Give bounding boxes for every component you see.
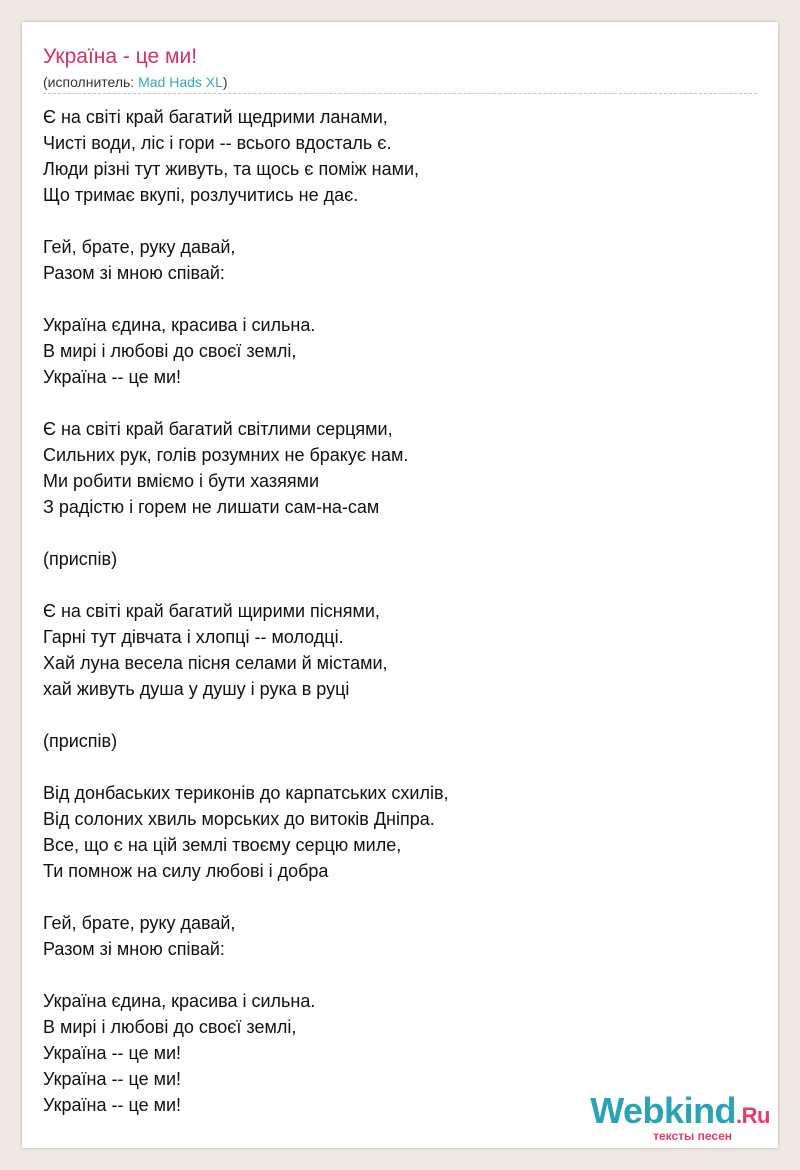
lyrics-card bbox=[22, 22, 778, 1148]
lyric-line: Ми робити вміємо і бути хазяями bbox=[43, 471, 320, 491]
lyric-line: Україна -- це ми! bbox=[43, 1069, 182, 1089]
lyric-line: Разом зі мною співай: bbox=[43, 939, 225, 959]
lyric-line: хай живуть душа у душу і рука в руці bbox=[43, 679, 350, 699]
stanza-gap bbox=[43, 286, 743, 312]
lyric-line: Все, що є на цій землі твоєму серцю миле, bbox=[43, 835, 402, 855]
lyric-line: Від солоних хвиль морських до витоків Дніпра. bbox=[43, 809, 435, 829]
lyric-line: Люди різні тут живуть, та щось є поміж нами, bbox=[43, 159, 420, 179]
logo-tagline: тексты песен bbox=[653, 1129, 732, 1143]
lyric-line: Ти помнож на силу любові і добра bbox=[43, 861, 329, 881]
song-title: Україна - це ми! bbox=[43, 45, 198, 68]
stanza-gap bbox=[43, 390, 743, 416]
lyric-line: Гей, брате, руку давай, bbox=[43, 237, 236, 257]
lyric-line: (приспів) bbox=[43, 549, 118, 569]
stanza-gap bbox=[43, 572, 743, 598]
logo-main-text: Webkind bbox=[590, 1090, 737, 1131]
stanza-gap bbox=[43, 754, 743, 780]
lyric-line: (приспів) bbox=[43, 731, 118, 751]
stanza-gap bbox=[43, 962, 743, 988]
artist-line bbox=[43, 73, 228, 91]
lyric-line: В мирі і любові до своєї землі, bbox=[43, 341, 297, 361]
lyric-line: Україна єдина, красива і сильна. bbox=[43, 315, 316, 335]
lyric-line: З радістю і горем не лишати сам-на-сам bbox=[43, 497, 380, 517]
lyric-line: Хай луна весела пісня селами й містами, bbox=[43, 653, 388, 673]
lyric-line: Є на світі край багатий щирими піснями, bbox=[43, 601, 380, 621]
lyric-line: Україна -- це ми! bbox=[43, 1095, 182, 1115]
stanza-gap bbox=[43, 520, 743, 546]
lyric-line: Є на світі край багатий світлими серцями, bbox=[43, 419, 393, 439]
artist-link[interactable]: Mad Hads XL bbox=[138, 74, 223, 90]
site-logo[interactable] bbox=[590, 1090, 770, 1143]
title-divider bbox=[43, 93, 757, 94]
logo-tld: .Ru bbox=[736, 1103, 770, 1128]
artist-prefix: (исполнитель: bbox=[43, 74, 139, 90]
lyric-line: Гей, брате, руку давай, bbox=[43, 913, 236, 933]
stanza-gap bbox=[43, 884, 743, 910]
logo-wordmark bbox=[590, 1090, 770, 1134]
stanza-gap bbox=[43, 702, 743, 728]
lyric-line: Що тримає вкупі, розлучитись не дає. bbox=[43, 185, 359, 205]
lyric-line: Україна єдина, красива і сильна. bbox=[43, 991, 316, 1011]
lyric-line: Чисті води, ліс і гори -- всього вдосталь є. bbox=[43, 133, 392, 153]
lyric-line: Україна -- це ми! bbox=[43, 367, 182, 387]
lyric-line: Від донбаських териконів до карпатських схилів, bbox=[43, 783, 449, 803]
lyric-line: Є на світі край багатий щедрими ланами, bbox=[43, 107, 388, 127]
artist-suffix: ) bbox=[222, 74, 228, 90]
lyrics-body bbox=[43, 104, 743, 1118]
lyric-line: В мирі і любові до своєї землі, bbox=[43, 1017, 297, 1037]
lyric-line: Україна -- це ми! bbox=[43, 1043, 182, 1063]
lyric-line: Гарні тут дівчата і хлопці -- молодці. bbox=[43, 627, 344, 647]
stanza-gap bbox=[43, 208, 743, 234]
lyric-line: Сильних рук, голів розумних не бракує нам. bbox=[43, 445, 409, 465]
lyric-line: Разом зі мною співай: bbox=[43, 263, 225, 283]
